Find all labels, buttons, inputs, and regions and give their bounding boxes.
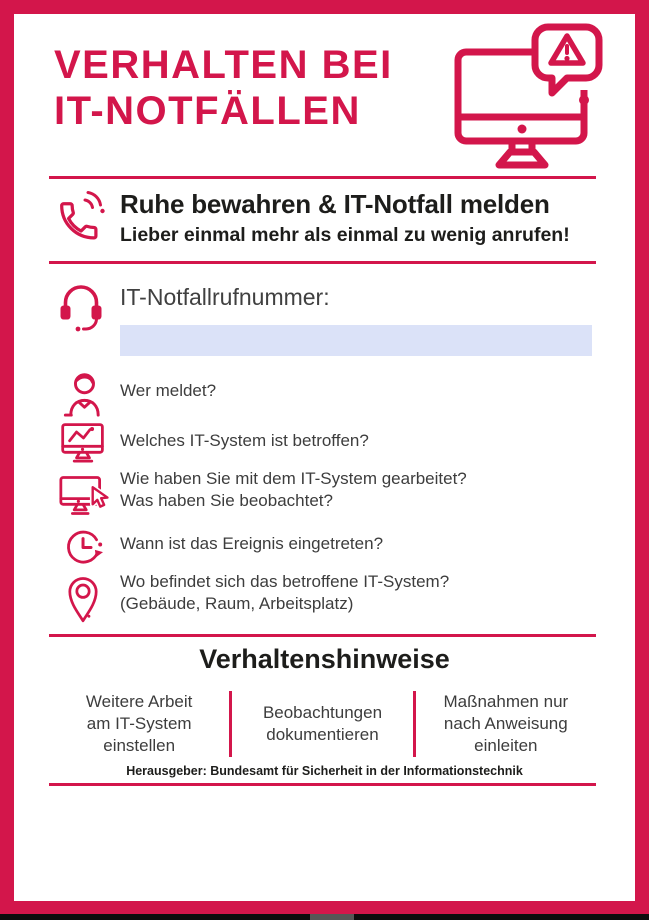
- publisher-line: Herausgeber: Bundesamt für Sicherheit in der Informationstechnik: [126, 764, 523, 778]
- guideline-line: am IT-System: [86, 714, 192, 733]
- guideline-line: einleiten: [474, 736, 538, 755]
- guideline-await-instructions: [416, 691, 596, 757]
- question-text: Welches IT-System ist betroffen?: [120, 431, 369, 450]
- guideline-line: einstellen: [103, 736, 176, 755]
- headset-icon: [54, 278, 108, 334]
- question-text: (Gebäude, Raum, Arbeitsplatz): [120, 593, 354, 613]
- scrollbar-thumb[interactable]: [310, 914, 354, 920]
- divider-line: [49, 176, 596, 179]
- alert-subheading: Lieber einmal mehr als einmal zu wenig anrufen!: [120, 224, 570, 246]
- guideline-line: Beobachtungen: [262, 703, 383, 722]
- question-row-who: [0, 368, 621, 422]
- question-text: Wo befindet sich das betroffene IT-System?: [120, 572, 450, 591]
- guideline-stop-work: [49, 691, 229, 757]
- guideline-document: [232, 702, 412, 746]
- question-row-usage: [0, 464, 621, 524]
- guidelines-columns: [49, 684, 596, 764]
- guideline-line: dokumentieren: [266, 725, 379, 744]
- question-text: Wie haben Sie mit dem IT-System gearbeitet?: [120, 469, 467, 488]
- ringing-phone-icon: [52, 186, 110, 248]
- question-row-where: [0, 566, 621, 628]
- question-text: Was haben Sie beobachtet?: [120, 490, 333, 510]
- divider-line: [49, 261, 596, 264]
- guidelines-heading: Verhaltenshinweise: [199, 644, 450, 674]
- question-row-when: [0, 524, 621, 572]
- question-text: Wann ist das Ereignis eingetreten?: [120, 534, 384, 553]
- divider-line: [49, 634, 596, 637]
- monitor-chart-icon: [54, 420, 112, 468]
- monitor-cursor-icon: [54, 472, 112, 520]
- question-row-system: [0, 418, 621, 470]
- page-title-line1: VERHALTEN BEI: [54, 43, 393, 87]
- hotline-label: IT-Notfallrufnummer:: [120, 284, 330, 310]
- hotline-number-field[interactable]: [120, 325, 592, 356]
- clock-history-icon: [54, 525, 112, 570]
- window-bottom-strip: [0, 914, 649, 920]
- guideline-line: Maßnahmen nur: [443, 692, 569, 711]
- question-text: Wer meldet?: [120, 381, 217, 400]
- guideline-line: nach Anweisung: [443, 714, 568, 733]
- page-title: [54, 42, 393, 134]
- alert-heading: Ruhe bewahren & IT-Notfall melden: [120, 189, 550, 219]
- monitor-alert-icon: [446, 20, 612, 172]
- location-pin-icon: [54, 573, 112, 624]
- guideline-line: Weitere Arbeit: [85, 692, 193, 711]
- person-icon: [54, 370, 112, 419]
- divider-line: [49, 783, 596, 786]
- page-title-line2: IT-NOTFÄLLEN: [54, 89, 361, 133]
